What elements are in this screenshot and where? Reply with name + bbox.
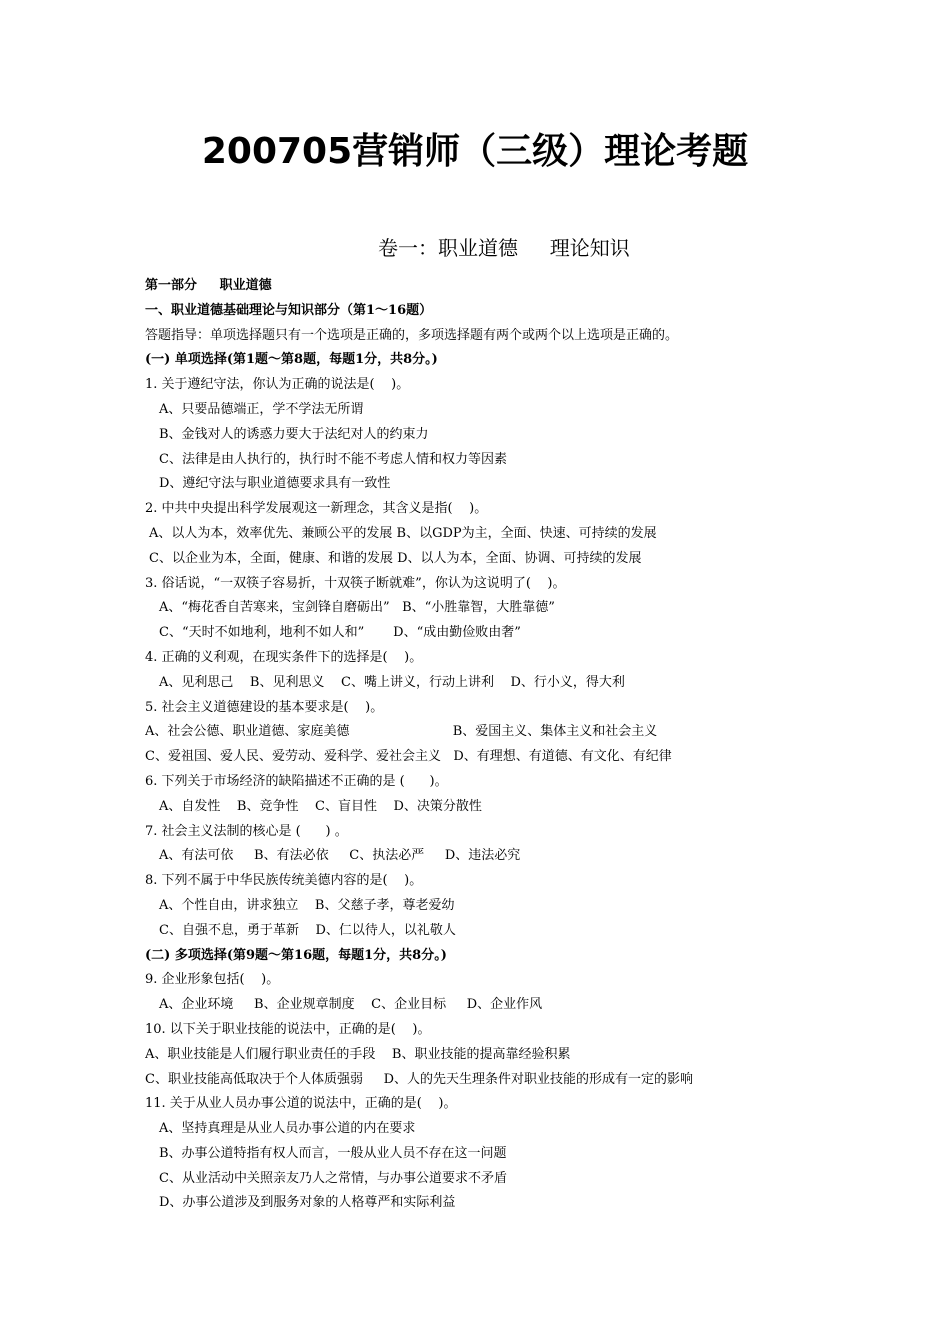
text-line: A、见利思己 B、见利思义 C、嘴上讲义，行动上讲利 D、行小义，得大利 <box>159 674 625 690</box>
text-line: A、自发性 B、竞争性 C、盲目性 D、决策分散性 <box>159 798 482 814</box>
text-line: 1. 关于遵纪守法，你认为正确的说法是( )。 <box>145 377 410 393</box>
text-line: 4. 正确的义利观，在现实条件下的选择是( )。 <box>145 649 423 665</box>
text-line: 2. 中共中央提出科学发展观这一新理念，其含义是指( )。 <box>145 501 488 517</box>
text-line: D、办事公道涉及到服务对象的人格尊严和实际利益 <box>159 1195 456 1211</box>
text-line: 8. 下列不属于中华民族传统美德内容的是( )。 <box>145 873 423 889</box>
text-line: A、有法可依 B、有法必依 C、执法必严 D、违法必究 <box>159 848 521 864</box>
text-line: 9. 企业形象包括( )。 <box>145 972 280 988</box>
document-title: 200705营销师（三级）理论考题 <box>201 131 749 172</box>
text-line: C、从业活动中关照亲友乃人之常情，与办事公道要求不矛盾 <box>159 1170 507 1186</box>
text-line: C、自强不息，勇于革新 D、仁以待人，以礼敬人 <box>159 922 456 938</box>
text-line: 11. 关于从业人员办事公道的说法中，正确的是( )。 <box>145 1096 457 1112</box>
text-line: B、金钱对人的诱惑力要大于法纪对人的约束力 <box>159 426 429 442</box>
text-line: A、“梅花香自苦寒来，宝剑锋自磨砺出” B、“小胜靠智，大胜靠德” <box>159 600 555 616</box>
text-line: A、企业环境 B、企业规章制度 C、企业目标 D、企业作风 <box>159 997 543 1013</box>
section-heading: 第一部分 职业道德 <box>145 278 272 293</box>
text-line: A、职业技能是人们履行职业责任的手段 B、职业技能的提高靠经验积累 <box>145 1046 571 1062</box>
text-line: 3. 俗话说，“一双筷子容易折，十双筷子断就难”，你认为这说明了( )。 <box>145 575 566 591</box>
text-line: A、个性自由，讲求独立 B、父慈子孝，尊老爱幼 <box>159 897 455 913</box>
text-line: 10. 以下关于职业技能的说法中，正确的是( )。 <box>145 1021 431 1037</box>
text-line: A、只要品德端正，学不学法无所谓 <box>159 401 364 417</box>
text-line: 5. 社会主义道德建设的基本要求是( )。 <box>145 699 384 715</box>
text-line: 7. 社会主义法制的核心是 ( ) 。 <box>145 823 348 839</box>
text-line: B、办事公道特指有权人而言，一般从业人员不存在这一问题 <box>159 1145 507 1161</box>
section-heading: (一) 单项选择(第1题～第8题，每题1分，共8分。) <box>145 352 438 368</box>
text-line: A、坚持真理是从业人员办事公道的内在要求 <box>159 1121 416 1137</box>
document-subtitle: 卷一：职业道德 理论知识 <box>378 236 630 260</box>
text-line: C、爱祖国、爱人民、爱劳动、爱科学、爱社会主义 D、有理想、有道德、有文化、有纪律 <box>145 749 672 765</box>
text-line: C、“天时不如地利，地利不如人和” D、“成由勤俭败由奢” <box>159 625 521 641</box>
text-line: C、职业技能高低取决于个人体质强弱 D、人的先天生理条件对职业技能的形成有一定的影响 <box>145 1071 694 1087</box>
document-body <box>145 274 935 1216</box>
text-line: C、法律是由人执行的，执行时不能不考虑人情和权力等因素 <box>159 451 507 467</box>
text-line: A、以人为本，效率优先、兼顾公平的发展 B、以GDP为主，全面、快速、可持续的发展 <box>149 525 657 541</box>
text-line: D、遵纪守法与职业道德要求具有一致性 <box>159 476 391 492</box>
text-line: 6. 下列关于市场经济的缺陷描述不正确的是 ( )。 <box>145 773 448 789</box>
text-line: C、以企业为本，全面，健康、和谐的发展 D、以人为本，全面、协调、可持续的发展 <box>149 550 642 566</box>
section-heading: 一、职业道德基础理论与知识部分（第1～16题） <box>145 302 433 318</box>
text-line: 答题指导：单项选择题只有一个选项是正确的，多项选择题有两个或两个以上选项是正确的。 <box>145 327 679 343</box>
text-line: A、社会公德、职业道德、家庭美德 B、爱国主义、集体主义和社会主义 <box>145 724 658 740</box>
section-heading: (二) 多项选择(第9题～第16题，每题1分，共8分。) <box>145 947 447 963</box>
